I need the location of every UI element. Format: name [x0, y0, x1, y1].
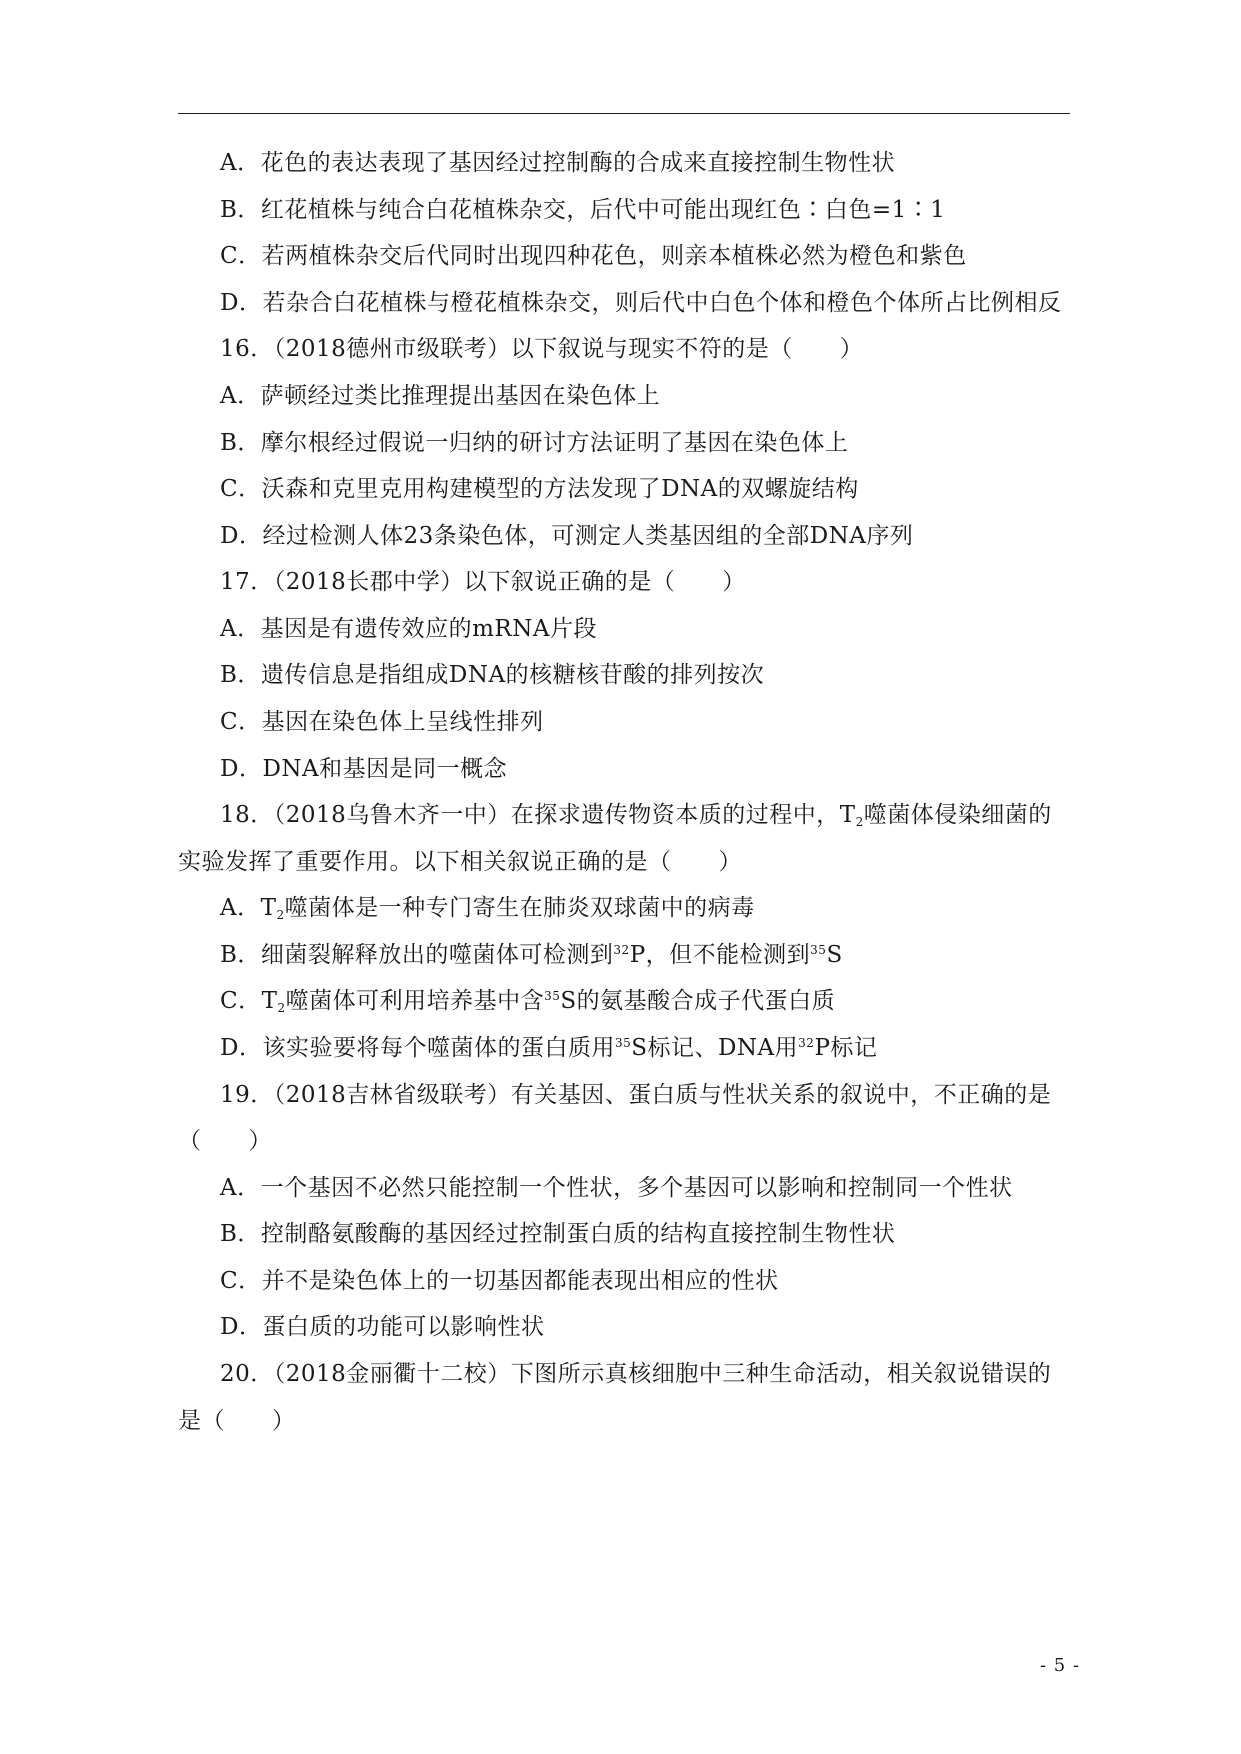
header-rule	[178, 113, 1070, 114]
q17-stem: 17．（2018长郡中学）以下叙说正确的是（ ）	[220, 569, 746, 595]
q16-option-b: B．摩尔根经过假说一归纳的研讨方法证明了基因在染色体上	[220, 430, 849, 456]
q18-option-d: D．该实验要将每个噬菌体的蛋白质用$^{35}$S标记、DNA用$^{32}$P标记	[220, 1035, 878, 1061]
q15-option-a: A．花色的表达表现了基因经过控制酶的合成来直接控制生物性状	[220, 150, 896, 176]
q18-option-a: A．$T_2$噬菌体是一种专门寄生在肺炎双球菌中的病毒	[220, 895, 755, 922]
q16-option-c: C．沃森和克里克用构建模型的方法发现了DNA的双螺旋结构	[220, 476, 859, 502]
q15-option-c: C．若两植株杂交后代同时出现四种花色，则亲本植株必然为橙色和紫色	[220, 243, 967, 269]
page-number: - 5 -	[1040, 1655, 1081, 1676]
q18-option-c: C．$T_2$噬菌体可利用培养基中含$^{35}$S的氨基酸合成子代蛋白质	[220, 988, 836, 1015]
q18-stem-line2: 实验发挥了重要作用。以下相关叙说正确的是（ ）	[178, 849, 742, 875]
q17-option-c: C．基因在染色体上呈线性排列	[220, 709, 544, 735]
q16-stem: 16．（2018德州市级联考）以下叙说与现实不符的是（ ）	[220, 336, 864, 362]
q18-option-b: B．细菌裂解释放出的噬菌体可检测到$^{32}$P，但不能检测到$^{35}$S	[220, 942, 843, 968]
q19-option-d: D．蛋白质的功能可以影响性状	[220, 1314, 545, 1340]
q16-option-a: A．萨顿经过类比推理提出基因在染色体上	[220, 383, 661, 409]
q19-option-c: C．并不是染色体上的一切基因都能表现出相应的性状	[220, 1268, 779, 1294]
q17-option-d: D．DNA和基因是同一概念	[220, 756, 508, 782]
q18-stem: 18．（2018乌鲁木齐一中）在探求遗传物资本质的过程中，$T_2$噬菌体侵染细菌的	[220, 802, 1052, 829]
q15-option-d: D．若杂合白花植株与橙花植株杂交，则后代中白色个体和橙色个体所占比例相反	[220, 290, 1062, 316]
q20-stem-line2: 是（ ）	[178, 1408, 296, 1434]
q17-option-b: B．遗传信息是指组成DNA的核糖核苷酸的排列按次	[220, 662, 765, 688]
q19-option-b: B．控制酪氨酸酶的基因经过控制蛋白质的结构直接控制生物性状	[220, 1221, 896, 1247]
q19-stem: 19．（2018吉林省级联考）有关基因、蛋白质与性状关系的叙说中，不正确的是	[220, 1082, 1052, 1108]
q16-option-d: D．经过检测人体23条染色体，可测定人类基因组的全部DNA序列	[220, 523, 914, 549]
q19-stem-line2: （ ）	[178, 1128, 272, 1154]
q19-option-a: A．一个基因不必然只能控制一个性状，多个基因可以影响和控制同一个性状	[220, 1175, 1013, 1201]
q15-option-b: B．红花植株与纯合白花植株杂交，后代中可能出现红色∶白色=1∶1	[220, 197, 946, 223]
q17-option-a: A．基因是有遗传效应的mRNA片段	[220, 616, 597, 642]
q20-stem: 20．（2018金丽衢十二校）下图所示真核细胞中三种生命活动，相关叙说错误的	[220, 1361, 1052, 1387]
